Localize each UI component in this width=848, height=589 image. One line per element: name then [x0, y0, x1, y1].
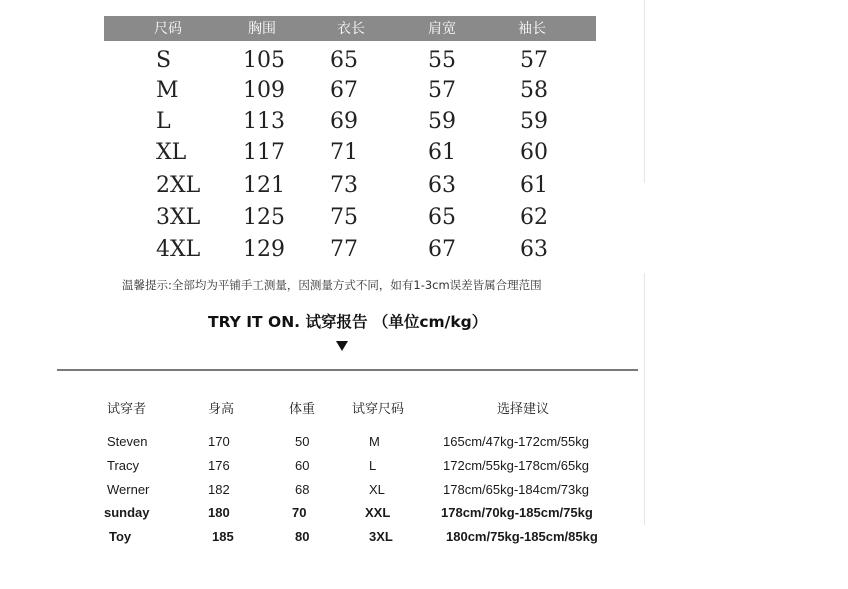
size-cell: 2XL — [156, 173, 201, 198]
table-cell: 178cm/65kg-184cm/73kg — [443, 482, 589, 497]
try-header-tester: 试穿者 — [107, 402, 147, 417]
table-cell: 170 — [208, 434, 230, 449]
table-cell: 70 — [292, 505, 307, 520]
table-cell: XXL — [365, 505, 391, 520]
size-header-size: 尺码 — [154, 21, 182, 37]
size-cell: 65 — [330, 48, 358, 73]
size-cell: 57 — [520, 48, 548, 73]
table-cell: 172cm/55kg-178cm/65kg — [443, 458, 589, 473]
section-divider — [57, 369, 638, 371]
try-header-size: 试穿尺码 — [352, 402, 405, 417]
table-cell: 178cm/70kg-185cm/75kg — [441, 505, 593, 520]
table-cell: 50 — [295, 434, 310, 449]
size-header-sleeve: 袖长 — [518, 21, 546, 37]
size-cell: 61 — [520, 173, 548, 198]
size-cell: 65 — [428, 205, 456, 230]
size-cell: 3XL — [156, 205, 201, 230]
table-cell: 60 — [295, 458, 310, 473]
table-cell: 180cm/75kg-185cm/85kg — [446, 529, 598, 544]
table-cell: 165cm/47kg-172cm/55kg — [443, 434, 589, 449]
table-cell: M — [369, 434, 380, 449]
edge-divider — [644, 273, 645, 525]
size-cell: 117 — [243, 140, 285, 165]
size-cell: XL — [156, 140, 187, 165]
table-cell: Steven — [107, 434, 148, 449]
table-cell: Tracy — [107, 458, 140, 473]
table-cell: Werner — [107, 482, 150, 497]
size-cell: 109 — [243, 78, 285, 103]
size-cell: 121 — [243, 173, 285, 198]
table-cell: 176 — [208, 458, 230, 473]
table-cell: 185 — [212, 529, 234, 544]
size-cell: 60 — [520, 140, 548, 165]
size-cell: 105 — [243, 48, 285, 73]
size-cell: S — [156, 48, 172, 73]
try-header-suggestion: 选择建议 — [497, 402, 550, 417]
size-cell: 69 — [330, 109, 358, 134]
size-cell: 77 — [330, 237, 358, 262]
size-cell: 67 — [330, 78, 358, 103]
size-cell: 113 — [243, 109, 285, 134]
size-cell: 129 — [243, 237, 285, 262]
size-cell: 57 — [428, 78, 456, 103]
size-header-length: 衣长 — [337, 21, 365, 37]
size-cell: M — [156, 78, 179, 103]
size-header-shoulder: 肩宽 — [428, 21, 456, 37]
size-cell: 71 — [330, 140, 358, 165]
size-cell: 67 — [428, 237, 456, 262]
arrow-down-icon — [336, 341, 348, 351]
size-cell: 59 — [520, 109, 548, 134]
table-cell: Toy — [109, 529, 132, 544]
table-cell: L — [369, 458, 377, 473]
table-cell: 3XL — [369, 529, 393, 544]
table-cell: 80 — [295, 529, 310, 544]
try-header-height: 身高 — [208, 402, 235, 417]
try-on-title: TRY IT ON. 试穿报告 （单位cm/kg） — [208, 313, 488, 331]
size-cell: 55 — [428, 48, 456, 73]
table-cell: 182 — [208, 482, 230, 497]
measurement-note: 温馨提示:全部均为平铺手工测量，因测量方式不同，如有1-3cm误差皆属合理范围 — [122, 278, 542, 292]
size-cell: 58 — [520, 78, 548, 103]
size-header-chest: 胸围 — [248, 21, 276, 37]
edge-divider — [644, 0, 645, 183]
table-cell: sunday — [104, 505, 150, 520]
size-cell: 59 — [428, 109, 456, 134]
size-cell: 61 — [428, 140, 456, 165]
table-cell: 180 — [208, 505, 230, 520]
size-cell: 125 — [243, 205, 285, 230]
size-chart-header — [104, 16, 596, 41]
table-cell: 68 — [295, 482, 310, 497]
size-cell: 4XL — [156, 237, 201, 262]
try-header-weight: 体重 — [289, 402, 316, 417]
size-cell: 63 — [520, 237, 548, 262]
size-cell: L — [156, 109, 171, 134]
size-cell: 62 — [520, 205, 548, 230]
size-cell: 73 — [330, 173, 358, 198]
size-cell: 63 — [428, 173, 456, 198]
size-cell: 75 — [330, 205, 358, 230]
table-cell: XL — [369, 482, 385, 497]
